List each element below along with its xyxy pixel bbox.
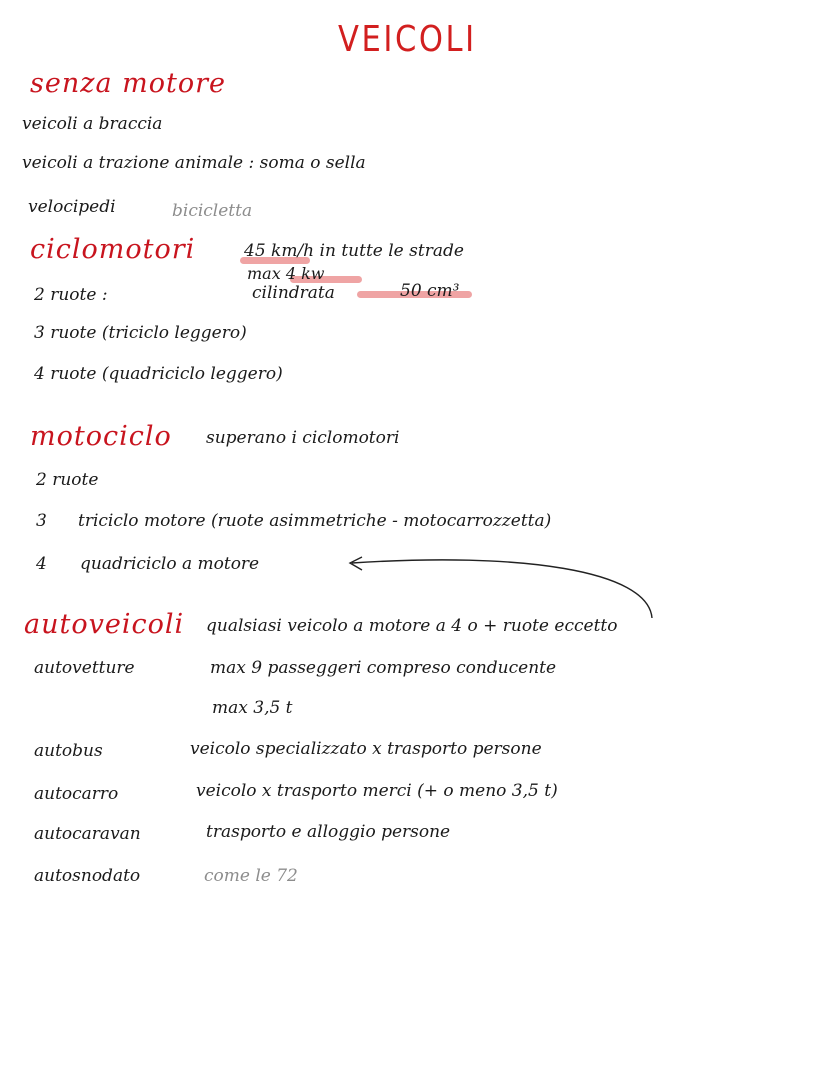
motociclo-desc: superano i ciclomotori (206, 428, 400, 448)
ciclomotori-power: max 4 kw (247, 264, 325, 283)
heading-motociclo: motociclo (30, 421, 172, 452)
autocarro-desc: veicolo x trasporto merci (+ o meno 3,5 t) (196, 781, 558, 801)
arrow-head (350, 557, 362, 570)
motociclo-3-num: 3 (36, 511, 47, 531)
label-autobus: autobus (34, 741, 103, 761)
label-autosnodato: autosnodato (34, 866, 141, 886)
autoveicoli-desc: qualsiasi veicolo a motore a 4 o + ruote eccetto (206, 616, 618, 636)
line-velocipedi: velocipedi (28, 197, 116, 217)
autovetture-desc: max 9 passeggeri compreso conducente (210, 658, 557, 678)
page-title: VEICOLI (338, 19, 477, 60)
autocaravan-desc: trasporto e alloggio persone (206, 822, 451, 842)
note-bicicletta: bicicletta (172, 201, 253, 221)
ciclomotori-2-ruote: 2 ruote : (34, 285, 108, 305)
label-autocarro: autocarro (34, 784, 119, 804)
autovetture-weight: max 3,5 t (212, 698, 293, 718)
arrow-line (352, 560, 652, 618)
motociclo-2-ruote: 2 ruote (36, 470, 99, 490)
autobus-desc: veicolo specializzato x trasporto persone (190, 739, 542, 759)
ciclomotori-cilindrata-label: cilindrata (252, 283, 335, 303)
line-trazione-animale: veicoli a trazione animale : soma o sella (22, 153, 366, 173)
label-autocaravan: autocaravan (34, 824, 141, 844)
label-autovetture: autovetture (34, 658, 135, 678)
motociclo-quadriciclo: quadriciclo a motore (80, 554, 260, 574)
ciclomotori-speed: 45 km/h in tutte le strade (244, 241, 464, 261)
ciclomotori-4-ruote: 4 ruote (quadriciclo leggero) (34, 364, 283, 384)
heading-ciclomotori: ciclomotori (30, 234, 196, 265)
autosnodato-desc: come le 72 (204, 866, 298, 886)
heading-autoveicoli: autoveicoli (24, 609, 185, 640)
ciclomotori-3-ruote: 3 ruote (triciclo leggero) (34, 323, 247, 343)
heading-senza-motore: senza motore (30, 68, 226, 99)
motociclo-4-num: 4 (36, 554, 47, 574)
motociclo-triciclo: triciclo motore (ruote asimmetriche - motocarrozzetta) (78, 511, 552, 531)
ciclomotori-cilindrata-value: 50 cm³ (400, 281, 460, 301)
line-veicoli-a-braccia: veicoli a braccia (22, 114, 163, 134)
